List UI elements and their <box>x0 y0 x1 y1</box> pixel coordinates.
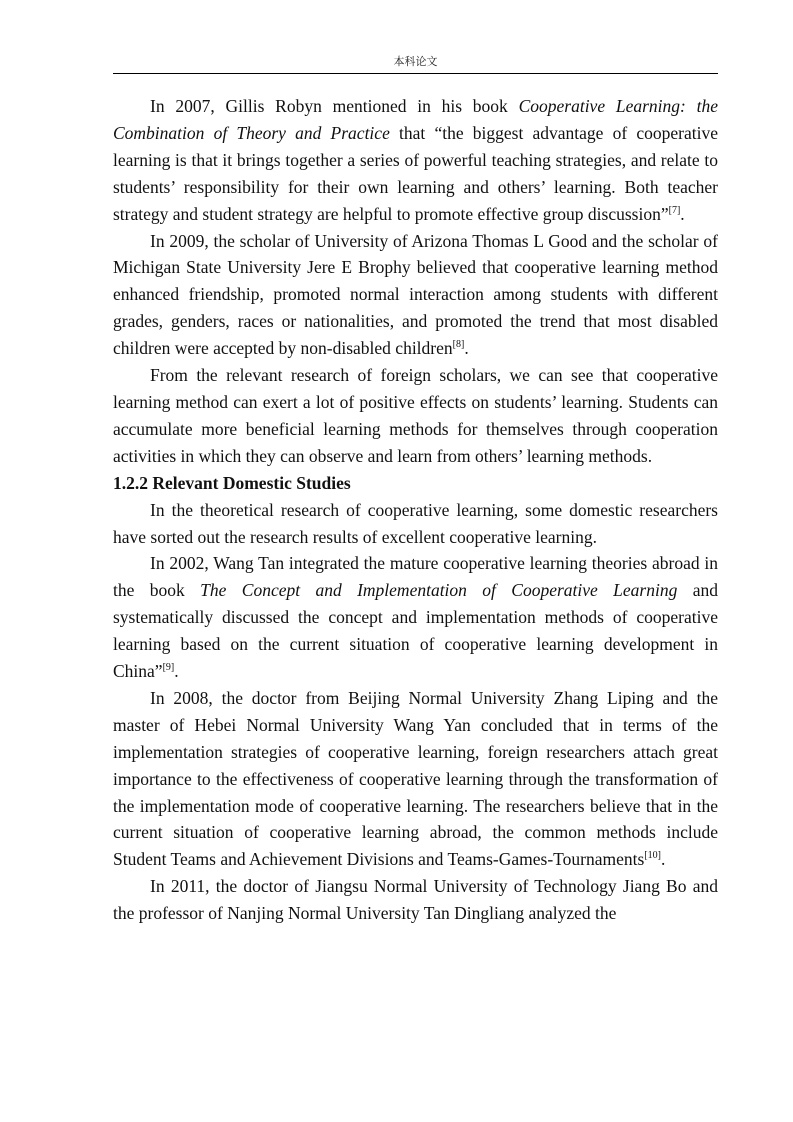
citation-reference: [10] <box>644 850 661 862</box>
paragraph-text: . <box>680 203 685 224</box>
paragraph-text: From the relevant research of foreign scholars, we can see that cooperative learning method can exert a lot of positive effects on students’ learning. Students can accumulate more beneficial learning methods for themselves through cooperation activities in which they can observe and learn from others’ learning methods. <box>113 365 718 466</box>
paragraph-text: that “the biggest advantage of cooperative learning is that it brings together a series of powerful teaching strategies, and relate to students’ responsibility for their own learning and others’ learning. Both teacher strategy and student strategy are helpful to promote effective group discussion” <box>113 122 718 224</box>
book-title: Cooperative Learning: the Combination of Theory and Practice <box>113 96 719 143</box>
paragraph-wang-tan <box>113 550 718 685</box>
paragraph-text: In 2009, the scholar of University of Arizona Thomas L Good and the scholar of Michigan State University Jere E Brophy believed that cooperative learning method enhanced friendship, promoted normal interaction among students with different grades, genders, races or nationalities, and promoted the trend that most disabled children were accepted by non-disabled children <box>113 230 718 359</box>
page-header: 本科论文 <box>393 55 438 68</box>
paragraph-gillis-robyn <box>113 93 718 228</box>
paragraph-text: In 2002, Wang Tan integrated the mature cooperative learning theories abroad in the book <box>113 553 718 601</box>
paragraph-zhang-wang <box>113 685 718 873</box>
paragraph-text: In 2011, the doctor of Jiangsu Normal University of Technology Jiang Bo and the professor of Nanjing Normal University Tan Dingliang analyzed the <box>113 876 718 924</box>
citation-reference: [9] <box>162 662 175 674</box>
paragraph-text: . <box>660 849 666 870</box>
paragraph-text: In 2007, Gillis Robyn mentioned in his book <box>150 96 519 116</box>
citation-reference: [8] <box>452 339 465 351</box>
citation-reference: [7] <box>668 204 681 216</box>
paragraph-text: In 2008, the doctor from Beijing Normal University Zhang Liping and the master of Hebei Normal University Wang Yan concluded that in terms of the implementation strategies of cooperative learning, foreign researchers attach great importance to the effectiveness of cooperative learning through the transformation of the implementation mode of cooperative learning. The researchers believe that in the current situation of cooperative learning abroad, the common methods include Student Teams and Achievement Divisions and Teams-Games-Tournaments <box>113 687 718 870</box>
paragraph-foreign-summary <box>113 362 718 470</box>
paragraph-good-brophy <box>113 228 718 363</box>
paragraph-jiang-tan <box>113 873 718 927</box>
paragraph-text: and systematically discussed the concept and implementation methods of cooperative learning based on the current situation of cooperative learning development in China” <box>113 580 718 682</box>
page-body <box>113 93 718 927</box>
section-heading: 1.2.2 Relevant Domestic Studies <box>113 472 351 493</box>
header-divider <box>113 73 718 74</box>
paragraph-text: . <box>464 338 469 359</box>
paragraph-text: . <box>174 661 179 682</box>
book-title: The Concept and Implementation of Cooperative Learning <box>200 580 678 601</box>
paragraph-text: In the theoretical research of cooperative learning, some domestic researchers have sorted out the research results of excellent cooperative learning. <box>113 499 718 547</box>
paragraph-domestic-intro <box>113 497 718 551</box>
